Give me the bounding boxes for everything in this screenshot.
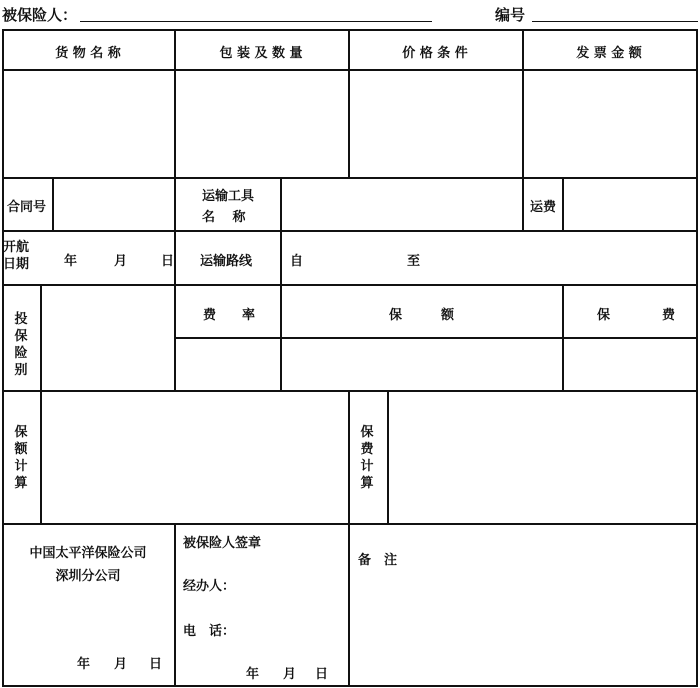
price-terms-field[interactable] bbox=[350, 71, 521, 176]
invoice-amount-field[interactable] bbox=[524, 71, 695, 176]
insured-name-line[interactable] bbox=[80, 21, 432, 22]
freight-label: 运费 bbox=[530, 200, 557, 215]
premium-calc-field[interactable] bbox=[389, 392, 695, 522]
conveyance-field[interactable] bbox=[282, 179, 521, 229]
route-label: 运输路线 bbox=[200, 254, 253, 269]
number-line[interactable] bbox=[532, 21, 698, 22]
sailing-date-label: 开航 日期 bbox=[3, 240, 30, 272]
company-name: 中国太平洋保险公司 bbox=[29, 546, 147, 561]
company-branch: 深圳分公司 bbox=[55, 569, 121, 584]
sum-insured-calc-field[interactable] bbox=[42, 392, 347, 522]
contract-no-field[interactable] bbox=[54, 179, 173, 229]
header-packing-quantity: 包 装 及 数 量 bbox=[219, 46, 303, 61]
number-label: 编号 bbox=[495, 6, 526, 24]
phone-label: 电 话： bbox=[183, 624, 236, 639]
header-price-terms: 价 格 条 件 bbox=[402, 46, 468, 61]
row-divider bbox=[2, 230, 697, 232]
insured-label: 被保险人： bbox=[2, 6, 78, 24]
conveyance-label-line2: 名 称 bbox=[202, 210, 246, 225]
packing-quantity-field[interactable] bbox=[176, 71, 347, 176]
sailing-month: 月 bbox=[114, 254, 128, 269]
premium-rate-label: 费 率 bbox=[203, 308, 256, 323]
contract-no-label: 合同号 bbox=[7, 200, 47, 215]
company-month: 月 bbox=[114, 657, 128, 672]
insurance-type-field[interactable] bbox=[42, 286, 173, 389]
remarks-field[interactable] bbox=[350, 570, 695, 683]
sailing-year: 年 bbox=[64, 254, 78, 269]
header-goods-name: 货 物 名 称 bbox=[55, 46, 121, 61]
premium-label: 保 费 bbox=[597, 308, 676, 323]
header-invoice-amount: 发 票 金 额 bbox=[576, 46, 642, 61]
goods-name-field[interactable] bbox=[4, 71, 173, 176]
col-divider bbox=[522, 177, 524, 230]
freight-field[interactable] bbox=[564, 179, 695, 229]
route-from: 自 bbox=[290, 254, 304, 269]
premium-field[interactable] bbox=[564, 339, 695, 389]
sum-insured-calc-label: 保额计算 bbox=[14, 425, 28, 491]
insured-signature-label: 被保险人签章 bbox=[183, 536, 262, 551]
premium-rate-field[interactable] bbox=[176, 339, 279, 389]
company-year: 年 bbox=[77, 657, 91, 672]
col-divider bbox=[174, 523, 176, 687]
sign-year: 年 bbox=[246, 667, 260, 682]
handler-label: 经办人： bbox=[183, 579, 236, 594]
table-border-right bbox=[696, 29, 698, 687]
insurance-type-label: 投保险别 bbox=[14, 312, 28, 378]
sailing-day: 日 bbox=[161, 254, 175, 269]
conveyance-label-line1: 运输工具 bbox=[202, 189, 255, 204]
sign-month: 月 bbox=[283, 667, 297, 682]
sum-insured-label: 保 额 bbox=[389, 308, 455, 323]
sum-insured-field[interactable] bbox=[282, 339, 561, 389]
remarks-label: 备 注 bbox=[358, 553, 398, 568]
route-to: 至 bbox=[407, 254, 421, 269]
sign-day: 日 bbox=[315, 667, 329, 682]
premium-calc-label: 保费计算 bbox=[360, 425, 374, 491]
company-day: 日 bbox=[149, 657, 163, 672]
